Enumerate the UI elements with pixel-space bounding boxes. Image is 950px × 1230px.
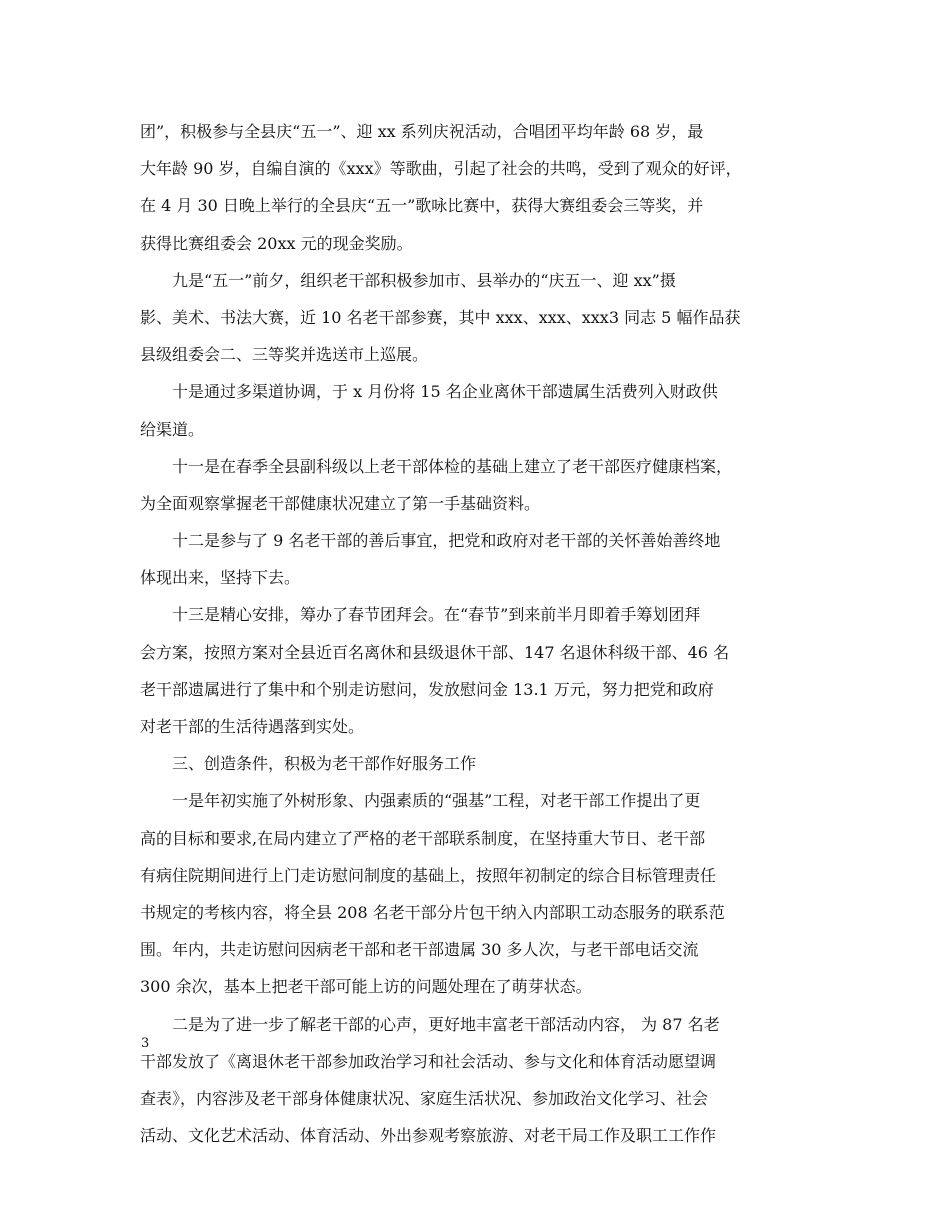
text-line: 书规定的考核内容，将全县 208 名老干部分片包干纳入内部职工动态服务的联系范 xyxy=(140,902,725,922)
text-line: 活动、文化艺术活动、体育活动、外出参观考察旅游、对老干局工作及职工工作作 xyxy=(140,1126,717,1146)
text-line: 有病住院期间进行上门走访慰问制度的基础上，按照年初制定的综合目标管理责任 xyxy=(140,865,717,885)
text-line: 300 余次，基本上把老干部可能上访的问题处理在了萌芽状态。 xyxy=(140,977,592,997)
text-line: 九是“五一”前夕，组织老干部积极参加市、县举办的“庆五一、迎 xx”摄 xyxy=(172,270,676,290)
text-line: 三、创造条件，积极为老干部作好服务工作 xyxy=(172,754,477,774)
text-line: 围。年内，共走访慰问因病老干部和老干部遗属 30 多人次，与老干部电话交流 xyxy=(140,940,699,960)
page-number: 3 xyxy=(141,1036,150,1051)
text-line: 体现出来，坚持下去。 xyxy=(140,568,301,588)
text-line: 县级组委会二、三等奖并选送市上巡展。 xyxy=(140,345,429,365)
text-line: 干部发放了《离退休老干部参加政治学习和社会活动、参与文化和体育活动愿望调 xyxy=(140,1051,717,1071)
text-line: 十三是精心安排，筹办了春节团拜会。在“春节”到来前半月即着手筹划团拜 xyxy=(172,605,701,625)
text-line: 十二是参与了 9 名老干部的善后事宜，把党和政府对老干部的关怀善始善终地 xyxy=(172,531,721,551)
text-line: 在 4 月 30 日晚上举行的全县庆“五一”歌咏比赛中，获得大赛组委会三等奖，并 xyxy=(140,196,704,216)
text-line: 十是通过多渠道协调，于 x 月份将 15 名企业离休干部遗属生活费列入财政供 xyxy=(172,382,718,402)
text-line: 查表》，内容涉及老干部身体健康状况、家庭生活状况、参加政治文化学习、社会 xyxy=(140,1088,709,1108)
text-line: 老干部遗属进行了集中和个别走访慰问，发放慰问金 13.1 万元，努力把党和政府 xyxy=(140,679,714,699)
text-line: 高的目标和要求,在局内建立了严格的老干部联系制度，在坚持重大节日、老干部 xyxy=(140,828,706,848)
text-line: 给渠道。 xyxy=(140,419,205,439)
text-line: 团”，积极参与全县庆“五一”、迎 xx 系列庆祝活动，合唱团平均年龄 68 岁，最 xyxy=(140,122,704,141)
text-line: 会方案，按照方案对全县近百名离休和县级退休干部、147 名退休科级干部、46 名 xyxy=(140,642,730,662)
text-line: 二是为了进一步了解老干部的心声，更好地丰富老干部活动内容， 为 87 名老 xyxy=(172,1014,720,1034)
text-line: 为全面观察掌握老干部健康状况建立了第一手基础资料。 xyxy=(140,493,541,513)
text-line: 对老干部的生活待遇落到实处。 xyxy=(140,717,365,736)
body-text xyxy=(140,113,820,1154)
text-line: 大年龄 90 岁，自编自演的《xxx》等歌曲，引起了社会的共鸣，受到了观众的好评， xyxy=(140,159,742,179)
text-line: 影、美术、书法大赛，近 10 名老干部参赛，其中 xxx、xxx、xxx3 同志 5 幅作品获 xyxy=(140,307,741,327)
text-line: 获得比赛组委会 20xx 元的现金奖励。 xyxy=(140,233,413,253)
text-line: 十一是在春季全县副科级以上老干部体检的基础上建立了老干部医疗健康档案， xyxy=(172,456,733,476)
text-line: 一是年初实施了外树形象、内强素质的“强基”工程，对老干部工作提出了更 xyxy=(172,791,701,811)
